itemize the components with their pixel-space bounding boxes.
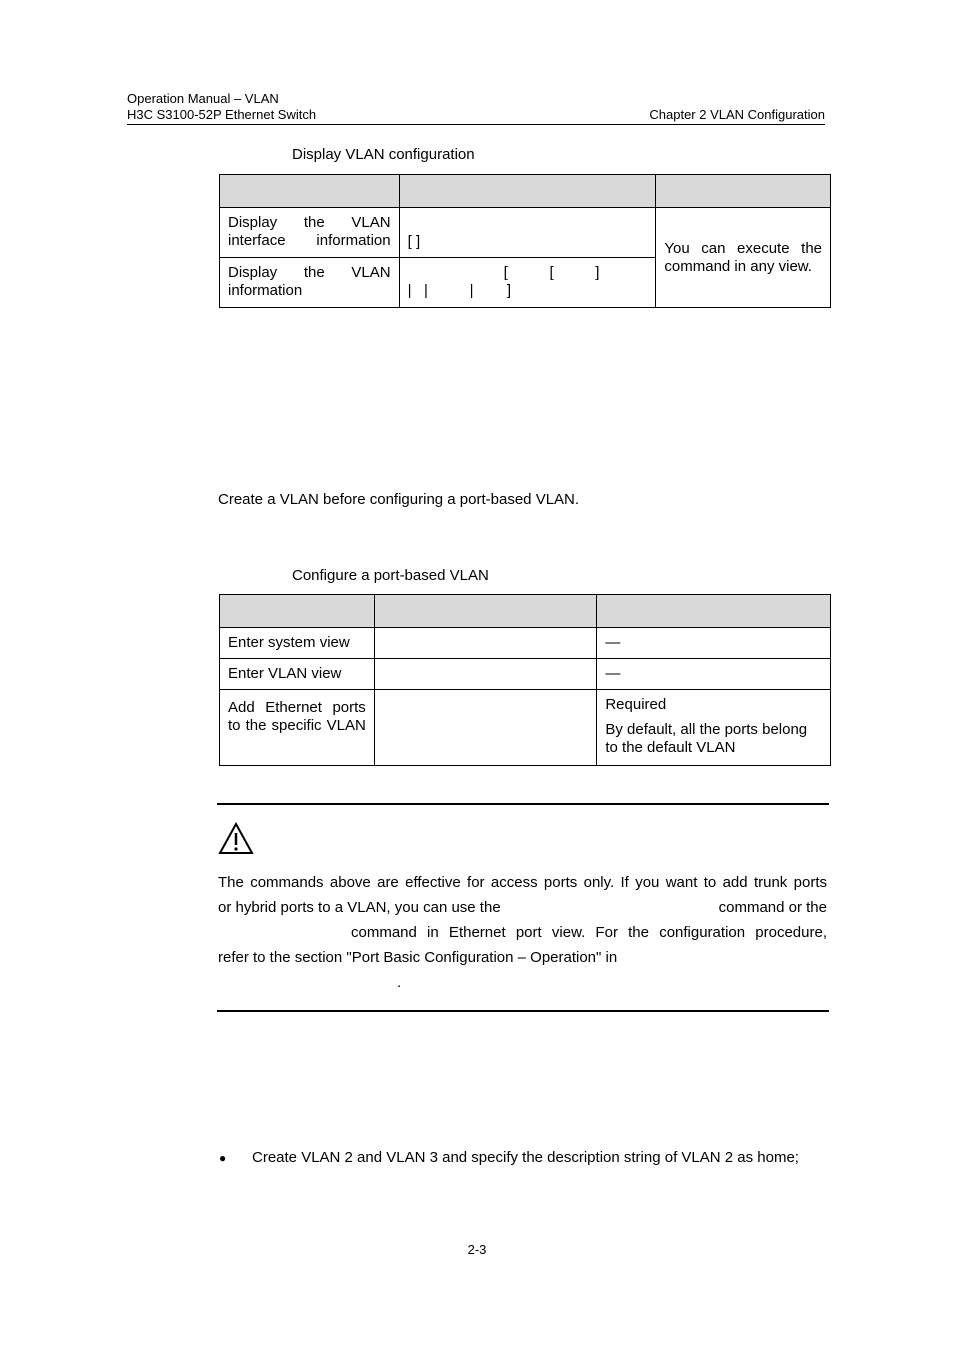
- caution-top-rule: [217, 803, 829, 805]
- bullet-icon: ●: [219, 1151, 227, 1165]
- remarks-cell: —: [597, 659, 831, 690]
- remarks-cell: You can execute the command in any view.: [656, 208, 831, 308]
- caution-line: command in Ethernet port view. For the configuration procedure,: [351, 924, 827, 941]
- operation-cell: Enter system view: [220, 628, 375, 659]
- caution-line: .: [397, 974, 402, 991]
- operation-cell: Display the VLAN information: [220, 258, 400, 308]
- operation-cell: Add Ethernet ports to the specific VLAN: [220, 690, 375, 766]
- display-vlan-table: [219, 174, 831, 308]
- table-header-row: [220, 175, 831, 208]
- command-cell: [399, 258, 656, 308]
- caution-line-part: or hybrid ports to a VLAN, you can use the: [218, 899, 501, 916]
- command-cell: [374, 659, 597, 690]
- caution-line: The commands above are effective for access ports only. If you want to add trunk ports: [218, 874, 827, 891]
- remarks-cell: [597, 690, 831, 766]
- table-row: [220, 208, 831, 258]
- warning-triangle-icon: [218, 822, 254, 855]
- table-row: [220, 690, 831, 766]
- command-cell: [ ]: [399, 208, 656, 258]
- table-row: [220, 628, 831, 659]
- command-cell: [374, 628, 597, 659]
- caution-text: [218, 870, 827, 995]
- table-row: [220, 659, 831, 690]
- remarks-required: Required: [605, 696, 667, 713]
- command-cell: [374, 690, 597, 766]
- caution-line: [218, 895, 827, 920]
- operation-cell: Display the VLAN interface information: [220, 208, 400, 258]
- header-manual-title: Operation Manual – VLAN: [127, 91, 279, 106]
- table2-caption: Configure a port-based VLAN: [292, 567, 489, 584]
- operation-cell: Enter VLAN view: [220, 659, 375, 690]
- command-line: | | | ]: [407, 282, 511, 299]
- port-based-vlan-table: [219, 594, 831, 766]
- page-number: 2-3: [467, 1242, 487, 1257]
- remarks-cell: —: [597, 628, 831, 659]
- header-chapter: Chapter 2 VLAN Configuration: [649, 107, 825, 122]
- caution-line: refer to the section "Port Basic Configuration – Operation" in: [218, 949, 618, 966]
- caution-line-part: command or the: [718, 899, 827, 916]
- remarks-default: By default, all the ports belong to the default VLAN: [605, 721, 808, 756]
- header-product-name: H3C S3100-52P Ethernet Switch: [127, 107, 317, 122]
- table1-caption: Display VLAN configuration: [292, 146, 475, 163]
- bullet-text: Create VLAN 2 and VLAN 3 and specify the description string of VLAN 2 as home;: [252, 1149, 799, 1166]
- prerequisite-paragraph: Create a VLAN before configuring a port-based VLAN.: [218, 491, 580, 508]
- table-header-row: [220, 595, 831, 628]
- caution-bottom-rule: [217, 1010, 829, 1012]
- header-rule: [127, 124, 825, 125]
- command-line: [ [ ]: [503, 264, 600, 281]
